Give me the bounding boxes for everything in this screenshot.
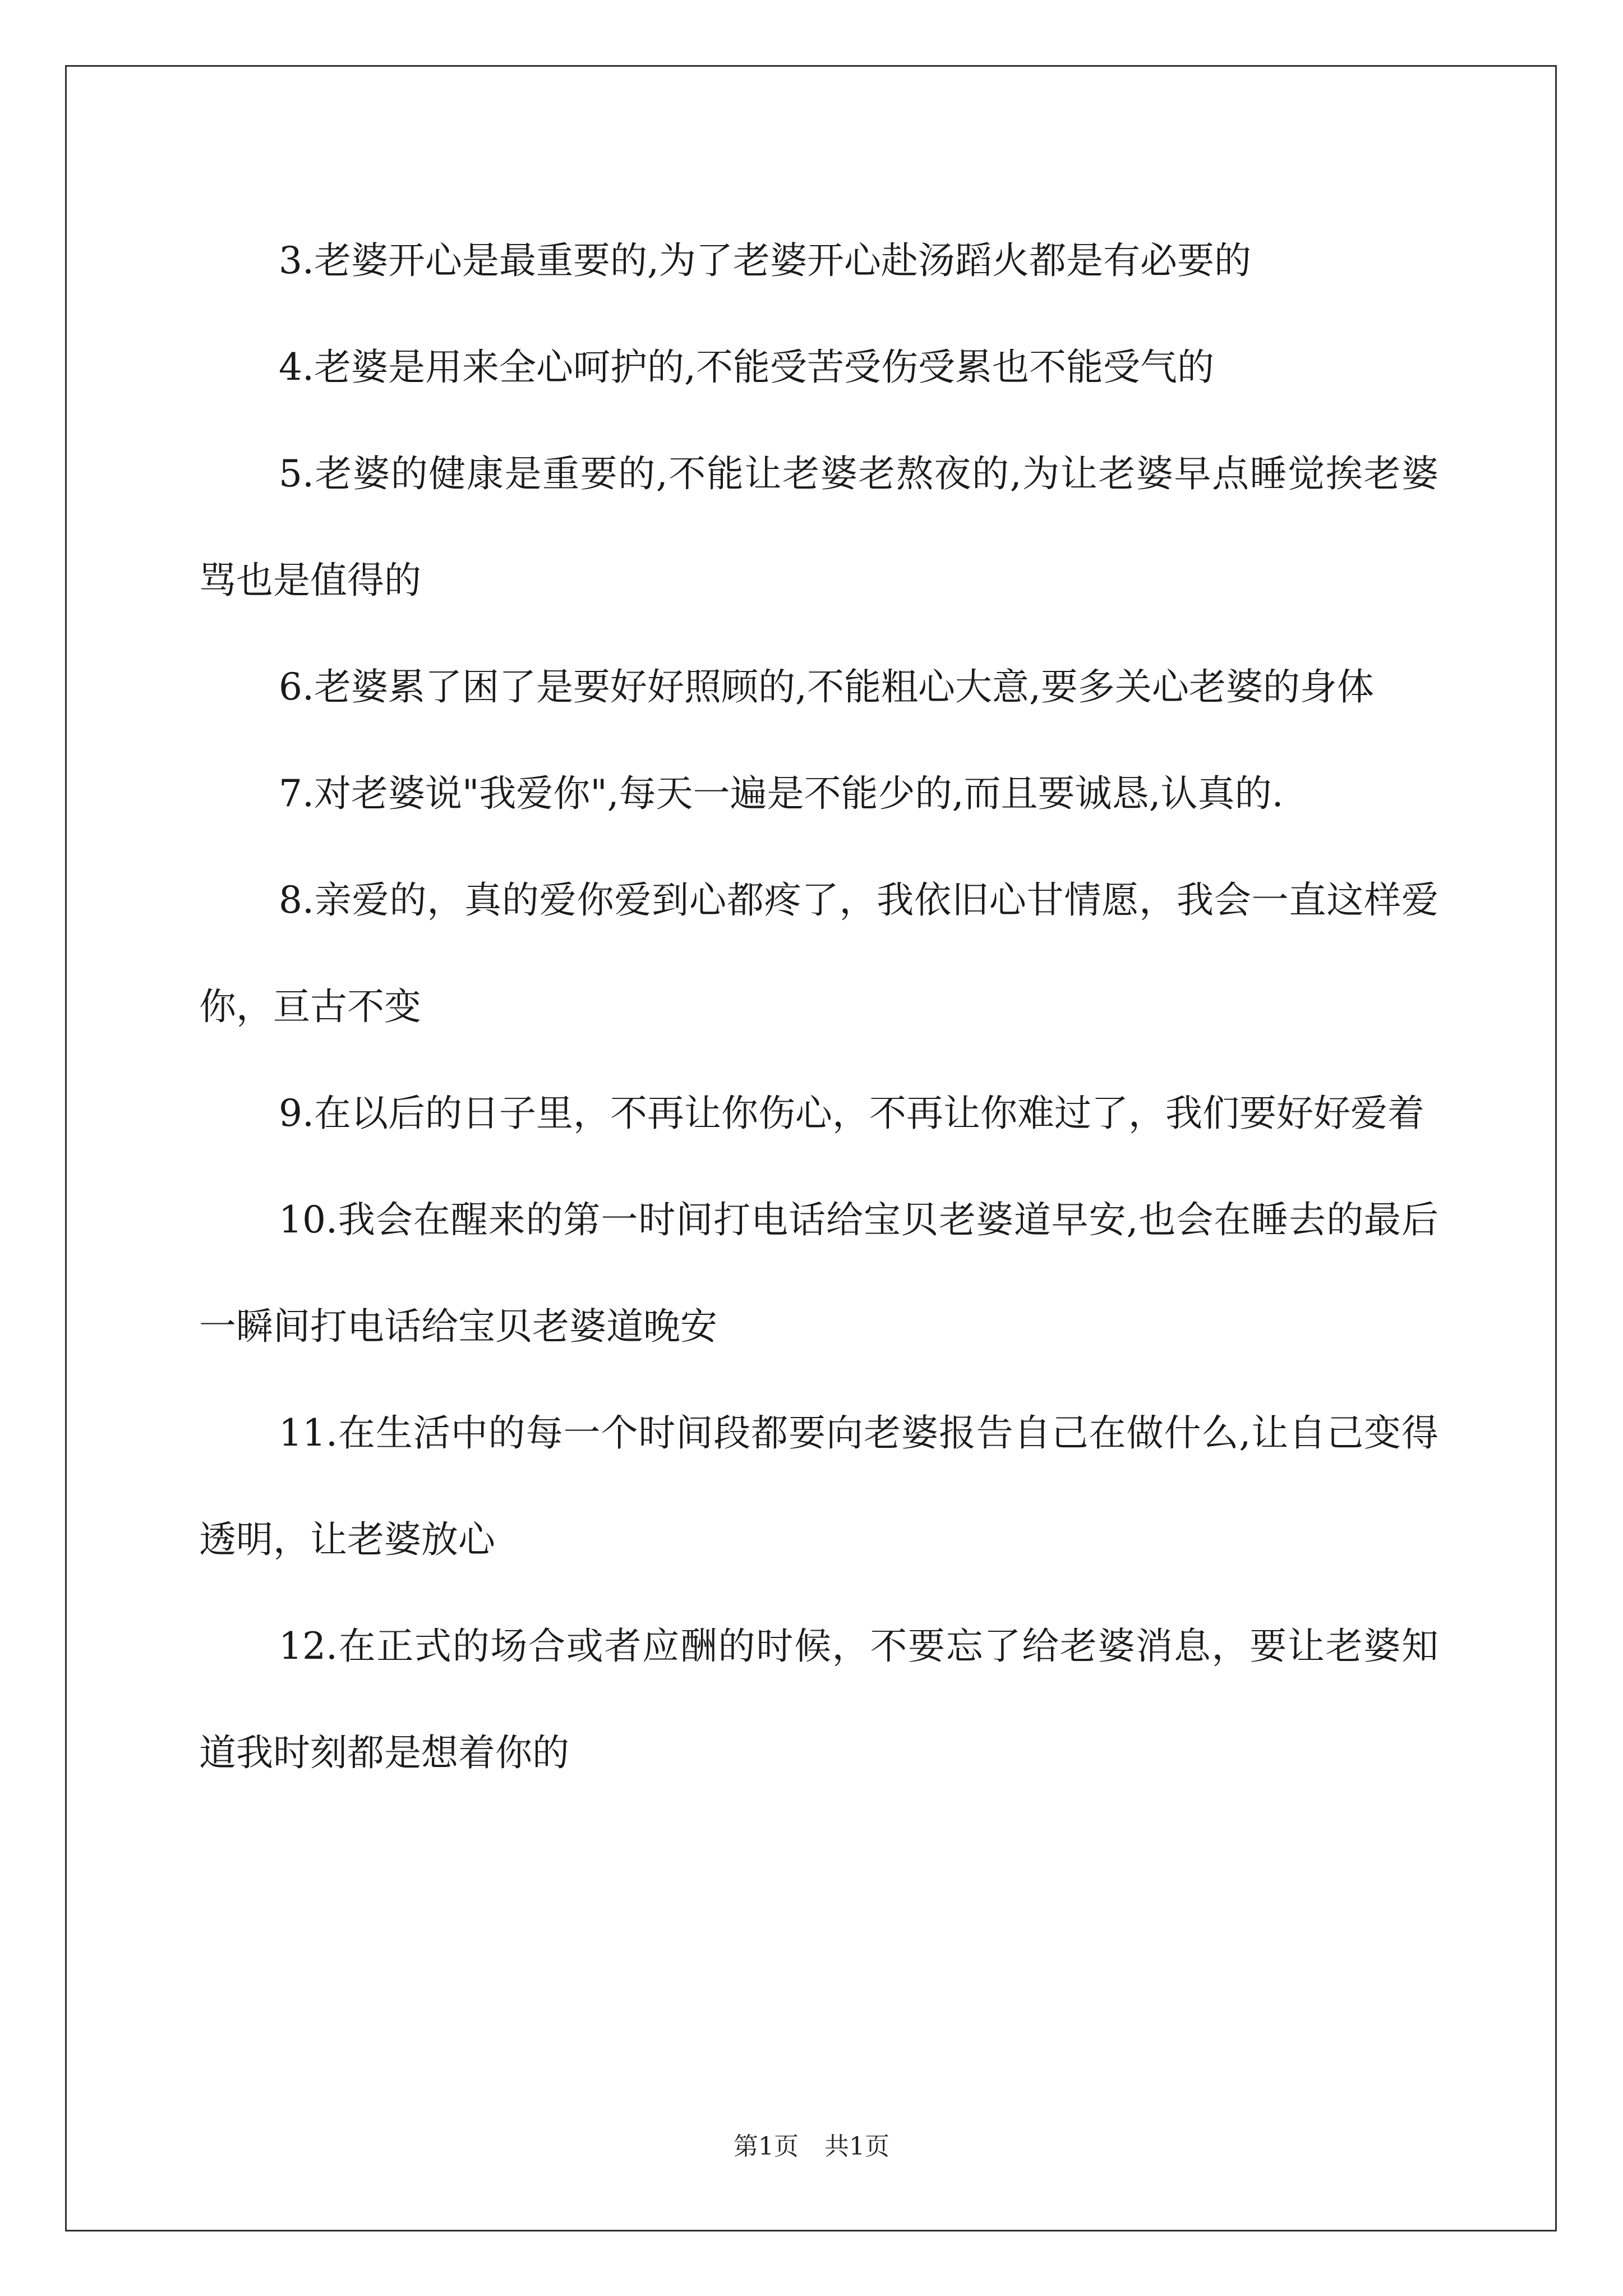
- paragraph-6: 6.老婆累了困了是要好好照顾的,不能粗心大意,要多关心老婆的身体: [279, 665, 1374, 708]
- page-number: 第1页: [734, 2132, 799, 2161]
- paragraph-11: 11.在生活中的每一个时间段都要向老婆报告自己在做什么,让自己变得透明，让老婆放心: [199, 1411, 1438, 1561]
- paragraph-5: 5.老婆的健康是重要的,不能让老婆老熬夜的,为让老婆早点睡觉挨老婆骂也是值得的: [199, 452, 1438, 602]
- page-count: 共1页: [824, 2132, 889, 2161]
- paragraph-9: 9.在以后的日子里，不再让你伤心，不再让你难过了，我们要好好爱着: [279, 1092, 1424, 1135]
- page-footer: [0, 2126, 1623, 2162]
- paragraph-7: 7.对老婆说"我爱你",每天一遍是不能少的,而且要诚恳,认真的.: [279, 772, 1284, 815]
- paragraph-10: 10.我会在醒来的第一时间打电话给宝贝老婆道早安,也会在睡去的最后一瞬间打电话给宝贝老婆道晚安: [199, 1198, 1438, 1348]
- paragraph-12: 12.在正式的场合或者应酬的时候，不要忘了给老婆消息，要让老婆知道我时刻都是想着你的: [199, 1625, 1438, 1774]
- paragraph-4: 4.老婆是用来全心呵护的,不能受苦受伤受累也不能受气的: [279, 346, 1214, 389]
- document-body: [199, 208, 1438, 1806]
- paragraph-8: 8.亲爱的，真的爱你爱到心都疼了，我依旧心甘情愿，我会一直这样爱你，亘古不变: [199, 878, 1438, 1028]
- paragraph-3: 3.老婆开心是最重要的,为了老婆开心赴汤蹈火都是有必要的: [279, 239, 1251, 282]
